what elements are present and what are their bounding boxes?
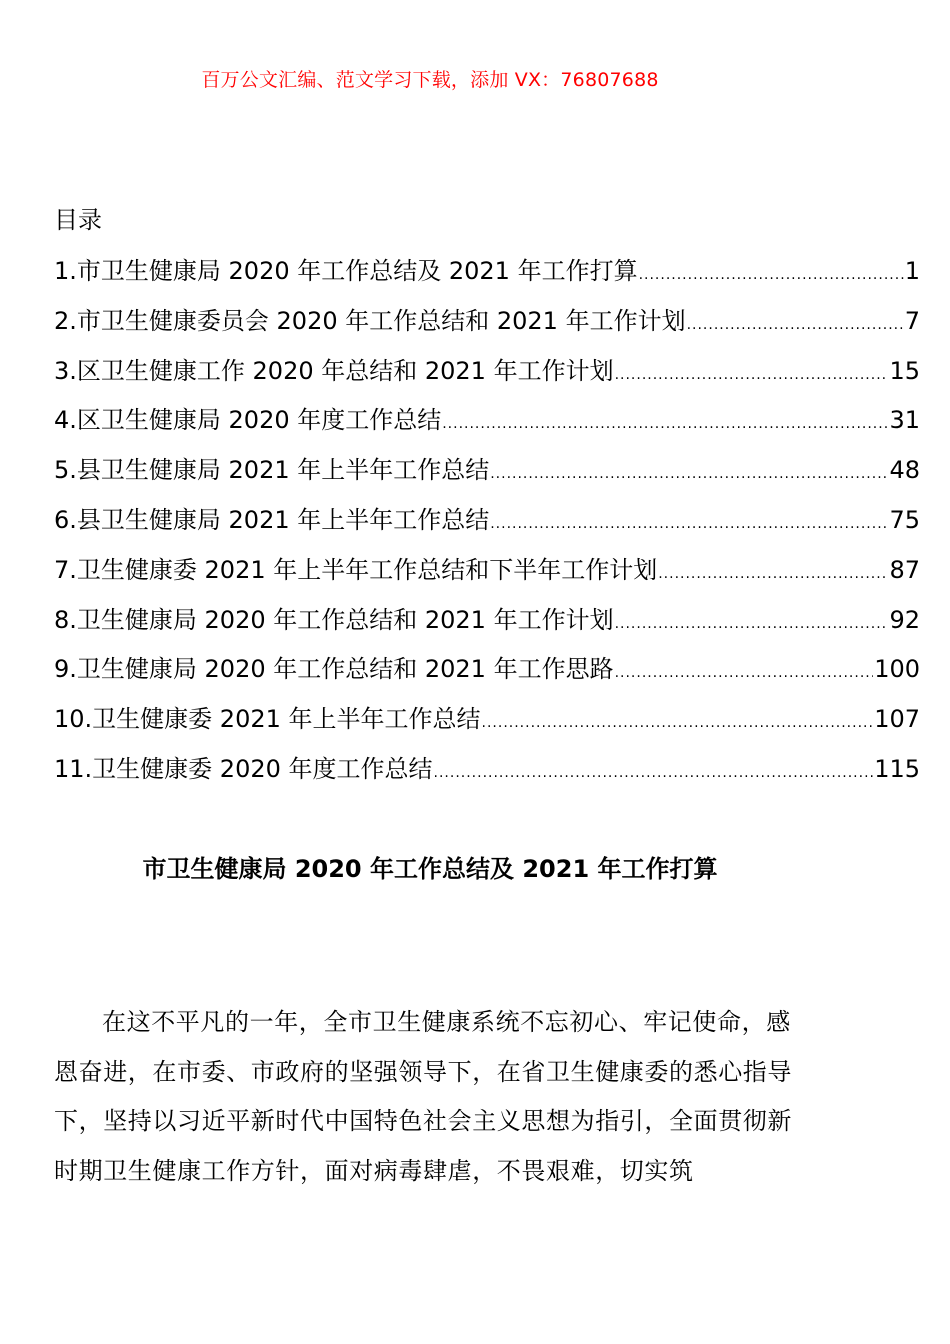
toc-entry-page: 92 (889, 605, 920, 634)
toc-dot-leader (482, 706, 874, 740)
toc-entry-5[interactable] (54, 453, 920, 503)
toc-entry-page: 7 (904, 306, 920, 335)
toc-entry-title: 2.市卫生健康委员会 2020 年工作总结和 2021 年工作计划 (54, 306, 686, 335)
toc-entry-7[interactable] (54, 553, 920, 603)
toc-dot-leader (615, 358, 889, 392)
toc-dot-leader (615, 607, 889, 641)
toc-entry-title: 10.卫生健康委 2021 年上半年工作总结 (54, 705, 481, 734)
toc-entry-title: 3.区卫生健康工作 2020 年总结和 2021 年工作计划 (54, 356, 614, 385)
toc-entry-1[interactable] (54, 254, 920, 304)
toc-dot-leader (658, 557, 888, 591)
toc-entry-11[interactable] (54, 752, 920, 802)
toc-dot-leader (687, 308, 904, 342)
toc-entry-page: 31 (889, 406, 920, 435)
watermark-banner: 百万公文汇编、范文学习下载，添加 VX：76807688 (201, 69, 659, 91)
toc-entry-page: 75 (889, 505, 920, 534)
document-title: 市卫生健康局 2020 年工作总结及 2021 年工作打算 (142, 855, 718, 883)
toc-entry-title: 9.卫生健康局 2020 年工作总结和 2021 年工作思路 (54, 655, 614, 684)
toc-dot-leader (615, 656, 874, 690)
toc-entry-title: 1.市卫生健康局 2020 年工作总结及 2021 年工作打算 (54, 257, 638, 285)
toc-dot-leader (442, 407, 888, 441)
toc-entry-title: 6.县卫生健康局 2021 年上半年工作总结 (54, 505, 490, 534)
table-of-contents (54, 254, 920, 802)
toc-entry-page: 107 (874, 705, 920, 734)
toc-entry-title: 4.区卫生健康局 2020 年度工作总结 (54, 406, 442, 435)
toc-entry-3[interactable] (54, 354, 920, 404)
toc-entry-title: 11.卫生健康委 2020 年度工作总结 (54, 754, 433, 783)
toc-entry-page: 48 (889, 456, 920, 485)
toc-heading: 目录 (54, 206, 102, 234)
toc-entry-page: 100 (874, 655, 920, 684)
toc-entry-2[interactable] (54, 304, 920, 354)
toc-entry-6[interactable] (54, 503, 920, 553)
toc-dot-leader (434, 756, 874, 790)
toc-dot-leader (490, 507, 888, 541)
toc-entry-page: 115 (874, 754, 920, 783)
toc-entry-page: 1 (904, 257, 920, 285)
toc-entry-4[interactable] (54, 403, 920, 453)
toc-dot-leader (639, 258, 904, 292)
toc-entry-8[interactable] (54, 603, 920, 653)
toc-entry-title: 8.卫生健康局 2020 年工作总结和 2021 年工作计划 (54, 605, 614, 634)
toc-entry-9[interactable] (54, 652, 920, 702)
toc-entry-title: 7.卫生健康委 2021 年上半年工作总结和下半年工作计划 (54, 555, 658, 584)
toc-entry-10[interactable] (54, 702, 920, 752)
toc-entry-title: 5.县卫生健康局 2021 年上半年工作总结 (54, 456, 490, 485)
body-paragraph: 在这不平凡的一年，全市卫生健康系统不忘初心、牢记使命，感恩奋进，在市委、市政府的坚强领导下，在省卫生健康委的悉心指导下，坚持以习近平新时代中国特色社会主义思想为指引，全面贯彻新时期卫生健康工作方针，面对病毒肆虐，不畏艰难，切实筑 (54, 1008, 792, 1185)
toc-entry-page: 87 (889, 555, 920, 584)
toc-dot-leader (490, 457, 888, 491)
toc-entry-page: 15 (889, 356, 920, 385)
